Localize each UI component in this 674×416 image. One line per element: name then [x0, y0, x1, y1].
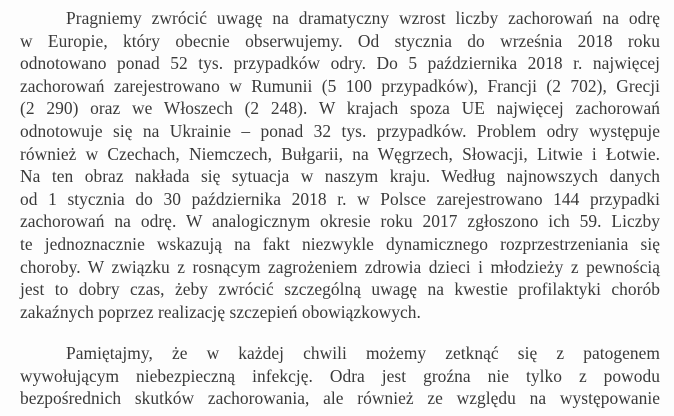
- paragraph-line: jest to dobry czas, żeby zwrócić szczególną uwagę na kwestie profilaktyki chorób: [20, 279, 660, 300]
- paragraph-line: zakaźnych poprzez realizację szczepień obowiązkowych.: [20, 301, 421, 322]
- paragraph-line: Pragniemy zwrócić uwagę na dramatyczny wzrost liczby zachorowań na odrę: [66, 8, 660, 28]
- paragraph-line: od 1 stycznia do 30 października 2018 r. w Polsce zarejestrowano 144 przypadki: [20, 188, 660, 209]
- paragraph-line: zachorowań zarejestrowano w Rumunii (5 100 przypadków), Francji (2 702), Grecji: [20, 75, 660, 96]
- paragraph-line: bezpośrednich skutków zachorowania, ale również ze względu na występowanie: [20, 388, 660, 409]
- paragraph-line: (2 290) oraz we Włoszech (2 248). W krajach spoza UE najwięcej zachorowań: [20, 98, 660, 119]
- paragraph-pathogen-warning: [20, 342, 660, 410]
- paragraph-line: zachorowań na odrę. W analogicznym okresie roku 2017 zgłoszono ich 59. Liczby: [20, 211, 660, 232]
- paragraph-line: odnotowuje się na Ukrainie – ponad 32 tys. przypadków. Problem odry występuje: [20, 120, 660, 141]
- paragraph-line: w Europie, który obecnie obserwujemy. Od stycznia do września 2018 roku: [20, 30, 660, 51]
- paragraph-measles-statistics: [20, 7, 660, 323]
- paragraph-line: Pamiętajmy, że w każdej chwili możemy zetknąć się z patogenem: [66, 343, 660, 363]
- paragraph-line: również w Czechach, Niemczech, Bułgarii, na Węgrzech, Słowacji, Litwie i Łotwie.: [20, 143, 660, 164]
- paragraph-line: Na ten obraz nakłada się sytuacja w naszym kraju. Według najnowszych danych: [20, 166, 660, 187]
- paragraph-line: wywołującym niebezpieczną infekcję. Odra jest groźna nie tylko z powodu: [20, 365, 660, 386]
- paragraph-line: choroby. W związku z rosnącym zagrożeniem zdrowia dzieci i młodzieży z pewnością: [20, 256, 660, 277]
- paragraph-line: odnotowano ponad 52 tys. przypadków odry. Do 5 października 2018 r. najwięcej: [20, 53, 660, 74]
- paragraph-line: te jednoznacznie wskazują na fakt niezwykle dynamicznego rozprzestrzeniania się: [20, 233, 660, 254]
